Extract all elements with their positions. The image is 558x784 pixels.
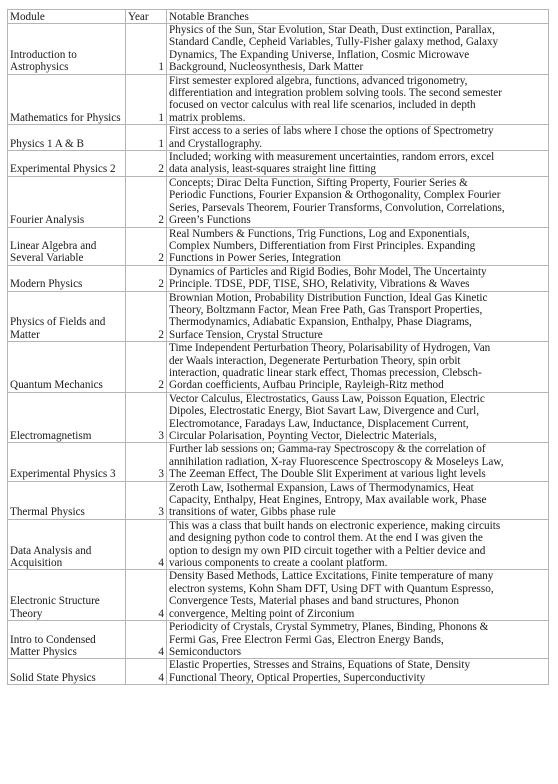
header-notable-branches: Notable Branches	[167, 10, 549, 24]
table-row	[8, 570, 549, 621]
year-cell: 3	[126, 443, 167, 481]
branch-text-line: Circular Polarisation, Poynting Vector, Dielectric Materials,	[169, 430, 437, 442]
notable-branches-cell	[167, 125, 549, 151]
module-cell: Physics 1 A & B	[8, 125, 126, 151]
notable-branches-cell	[167, 265, 549, 291]
branch-text-line: data analysis, least-squares straight line fitting	[169, 163, 376, 176]
branch-text-line: First access to a series of labs where I chose the options of Spectrometry	[169, 125, 494, 138]
branch-text-line: Complex Numbers, Differentiation from First Principles. Expanding	[169, 239, 476, 252]
notable-branches-cell	[167, 151, 549, 177]
modules-sheet	[7, 9, 549, 685]
notable-branches-cell	[167, 291, 549, 342]
year-cell: 2	[126, 265, 167, 291]
notable-branches-cell	[167, 621, 549, 659]
header-year: Year	[126, 10, 167, 24]
branch-text-line: Included; working with measurement uncertainties, random errors, excel	[169, 151, 495, 164]
year-cell: 2	[126, 291, 167, 342]
year-cell: 2	[126, 151, 167, 177]
table-row	[8, 481, 549, 519]
branch-text-line: Series, Parsevals Theorem, Fourier Transforms, Convolution, Correlations,	[169, 201, 505, 214]
module-cell: Solid State Physics	[8, 659, 126, 685]
branch-text-line: First semester explored algebra, functions, advanced trigonometry,	[169, 74, 468, 87]
module-cell: Modern Physics	[8, 265, 126, 291]
module-cell: Intro to Condensed Matter Physics	[8, 621, 126, 659]
branch-text-line: Concepts; Dirac Delta Function, Sifting Property, Fourier Series &	[169, 176, 468, 189]
branch-text-line: Green’s Functions	[169, 214, 251, 227]
notable-branches-cell	[167, 659, 549, 685]
branch-text-line: Time Independent Perturbation Theory, Polarisability of Hydrogen, Van	[169, 342, 491, 355]
notable-branches-cell	[167, 24, 549, 75]
branch-text-line: Semiconductors	[169, 645, 242, 658]
module-cell: Electromagnetism	[8, 392, 126, 443]
branch-text-line: and designing python code to control them. At the end I was given the	[169, 532, 483, 545]
year-cell: 1	[126, 125, 167, 151]
table-row	[8, 291, 549, 342]
notable-branches-cell	[167, 392, 549, 443]
branch-text-line: Principle. TDSE, PDF, TISE, SHO, Relativity, Vibrations & Waves	[169, 278, 470, 291]
branch-text-line: Capacity, Enthalpy, Heat Engines, Entropy, Max available work, Phase	[169, 494, 487, 507]
branch-text-line: Dipoles, Electrostatic Energy, Biot Savart Law, Divergence and Curl,	[169, 405, 480, 418]
branch-text-line: Periodicity of Crystals, Crystal Symmetry, Planes, Binding, Phonons &	[169, 621, 489, 634]
table-row	[8, 621, 549, 659]
notable-branches-cell	[167, 74, 549, 125]
branch-text-line: interaction, quadratic linear stark effect, Thomas precession, Clebsch-	[169, 366, 482, 379]
year-cell: 4	[126, 621, 167, 659]
branch-text-line: transitions of water, Gibbs phase rule	[169, 506, 336, 519]
branch-text-line: Background, Nucleosynthesis, Dark Matter	[169, 61, 364, 74]
module-cell: Data Analysis and Acquisition	[8, 519, 126, 570]
year-cell: 3	[126, 392, 167, 443]
branch-text-line: Theory, Boltzmann Factor, Mean Free Path, Gas Transport Properties,	[169, 303, 483, 316]
branch-text-line: Thermodynamics, Adiabatic Expansion, Enthalpy, Phase Diagrams,	[169, 316, 472, 329]
branch-text-line: Electromotance, Faradays Law, Inductance, Displacement Current,	[169, 417, 469, 430]
branch-text-line: Brownian Motion, Probability Distribution Function, Ideal Gas Kinetic	[169, 291, 488, 304]
branch-text-line: Fermi Gas, Free Electron Fermi Gas, Electron Energy Bands,	[169, 633, 444, 646]
branch-text-line: convergence, Melting point of Zirconium	[169, 607, 355, 620]
table-body	[8, 24, 549, 685]
notable-branches-cell	[167, 519, 549, 570]
branch-text-line: Convergence Tests, Material phases and band structures, Phonon	[169, 595, 459, 608]
notable-branches-cell	[167, 443, 549, 481]
table-row	[8, 176, 549, 227]
module-cell: Linear Algebra and Several Variable	[8, 227, 126, 265]
modules-table	[7, 9, 549, 685]
branch-text-line: der Waals interaction, Degenerate Perturbation Theory, spin orbit	[169, 354, 461, 367]
module-cell: Quantum Mechanics	[8, 342, 126, 393]
notable-branches-cell	[167, 227, 549, 265]
branch-text-line: Functional Theory, Optical Properties, Superconductivity	[169, 671, 426, 684]
module-cell: Mathematics for Physics	[8, 74, 126, 125]
branch-text-line: Real Numbers & Functions, Trig Functions, Log and Exponentials,	[169, 227, 470, 240]
year-cell: 4	[126, 570, 167, 621]
branch-text-line: Density Based Methods, Lattice Excitations, Finite temperature of many	[169, 570, 494, 583]
branch-text-line: differentiation and integration problem solving tools. The second semester	[169, 87, 502, 100]
branch-text-line: The Zeeman Effect, The Double Slit Experiment at various light levels	[169, 468, 486, 481]
table-row	[8, 519, 549, 570]
table-header-row	[8, 10, 549, 24]
branch-text-line: matrix problems.	[169, 111, 246, 124]
module-cell: Thermal Physics	[8, 481, 126, 519]
branch-text-line: focused on vector calculus with real life scenarios, included in depth	[169, 99, 476, 112]
header-module: Module	[8, 10, 126, 24]
year-cell: 4	[126, 659, 167, 685]
table-row	[8, 151, 549, 177]
table-row	[8, 659, 549, 685]
year-cell: 4	[126, 519, 167, 570]
branch-text-line: Standard Candle, Cepheid Variables, Tully-Fisher galaxy method, Galaxy	[169, 36, 499, 49]
table-row	[8, 443, 549, 481]
year-cell: 3	[126, 481, 167, 519]
module-cell: Experimental Physics 3	[8, 443, 126, 481]
branch-text-line: Dynamics, The Expanding Universe, Inflation, Cosmic Microwave	[169, 48, 470, 61]
branch-text-line: This was a class that built hands on electronic experience, making circuits	[169, 519, 501, 532]
branch-text-line: Physics of the Sun, Star Evolution, Star Death, Dust extinction, Parallax,	[169, 24, 495, 36]
year-cell: 1	[126, 74, 167, 125]
branch-text-line: option to design my own PID circuit together with a Peltier device and	[169, 544, 486, 557]
module-cell: Introduction to Astrophysics	[8, 24, 126, 75]
table-row	[8, 265, 549, 291]
table-row	[8, 227, 549, 265]
module-cell: Fourier Analysis	[8, 176, 126, 227]
branch-text-line: Further lab sessions on; Gamma-ray Spectroscopy & the correlation of	[169, 443, 486, 456]
branch-text-line: Vector Calculus, Electrostatics, Gauss Law, Poisson Equation, Electric	[169, 392, 485, 405]
branch-text-line: Periodic Functions, Fourier Expansion & Orthogonality, Complex Fourier	[169, 189, 501, 202]
year-cell: 2	[126, 342, 167, 393]
year-cell: 2	[126, 176, 167, 227]
branch-text-line: Functions in Power Series, Integration	[169, 252, 341, 265]
branch-text-line: and Crystallography.	[169, 137, 263, 150]
table-row	[8, 125, 549, 151]
branch-text-line: electron systems, Kohn Sham DFT, Using DFT with Quantum Espresso,	[169, 582, 494, 595]
table-row	[8, 24, 549, 75]
table-row	[8, 342, 549, 393]
branch-text-line: Dynamics of Particles and Rigid Bodies, Bohr Model, The Uncertainty	[169, 265, 487, 278]
notable-branches-cell	[167, 481, 549, 519]
branch-text-line: various components to create a coolant platform.	[169, 557, 388, 570]
notable-branches-cell	[167, 570, 549, 621]
year-cell: 1	[126, 24, 167, 75]
table-row	[8, 392, 549, 443]
branch-text-line: Surface Tension, Crystal Structure	[169, 328, 323, 341]
module-cell: Physics of Fields and Matter	[8, 291, 126, 342]
branch-text-line: Gordan coefficients, Aufbau Principle, Rayleigh-Ritz method	[169, 379, 444, 392]
branch-text-line: Elastic Properties, Stresses and Strains, Equations of State, Density	[169, 659, 471, 672]
table-row	[8, 74, 549, 125]
module-cell: Electronic Structure Theory	[8, 570, 126, 621]
branch-text-line: Zeroth Law, Isothermal Expansion, Laws of Thermodynamics, Heat	[169, 481, 474, 494]
notable-branches-cell	[167, 342, 549, 393]
year-cell: 2	[126, 227, 167, 265]
module-cell: Experimental Physics 2	[8, 151, 126, 177]
notable-branches-cell	[167, 176, 549, 227]
branch-text-line: annihilation radiation, X-ray Fluorescence Spectroscopy & Moseleys Law,	[169, 455, 504, 468]
